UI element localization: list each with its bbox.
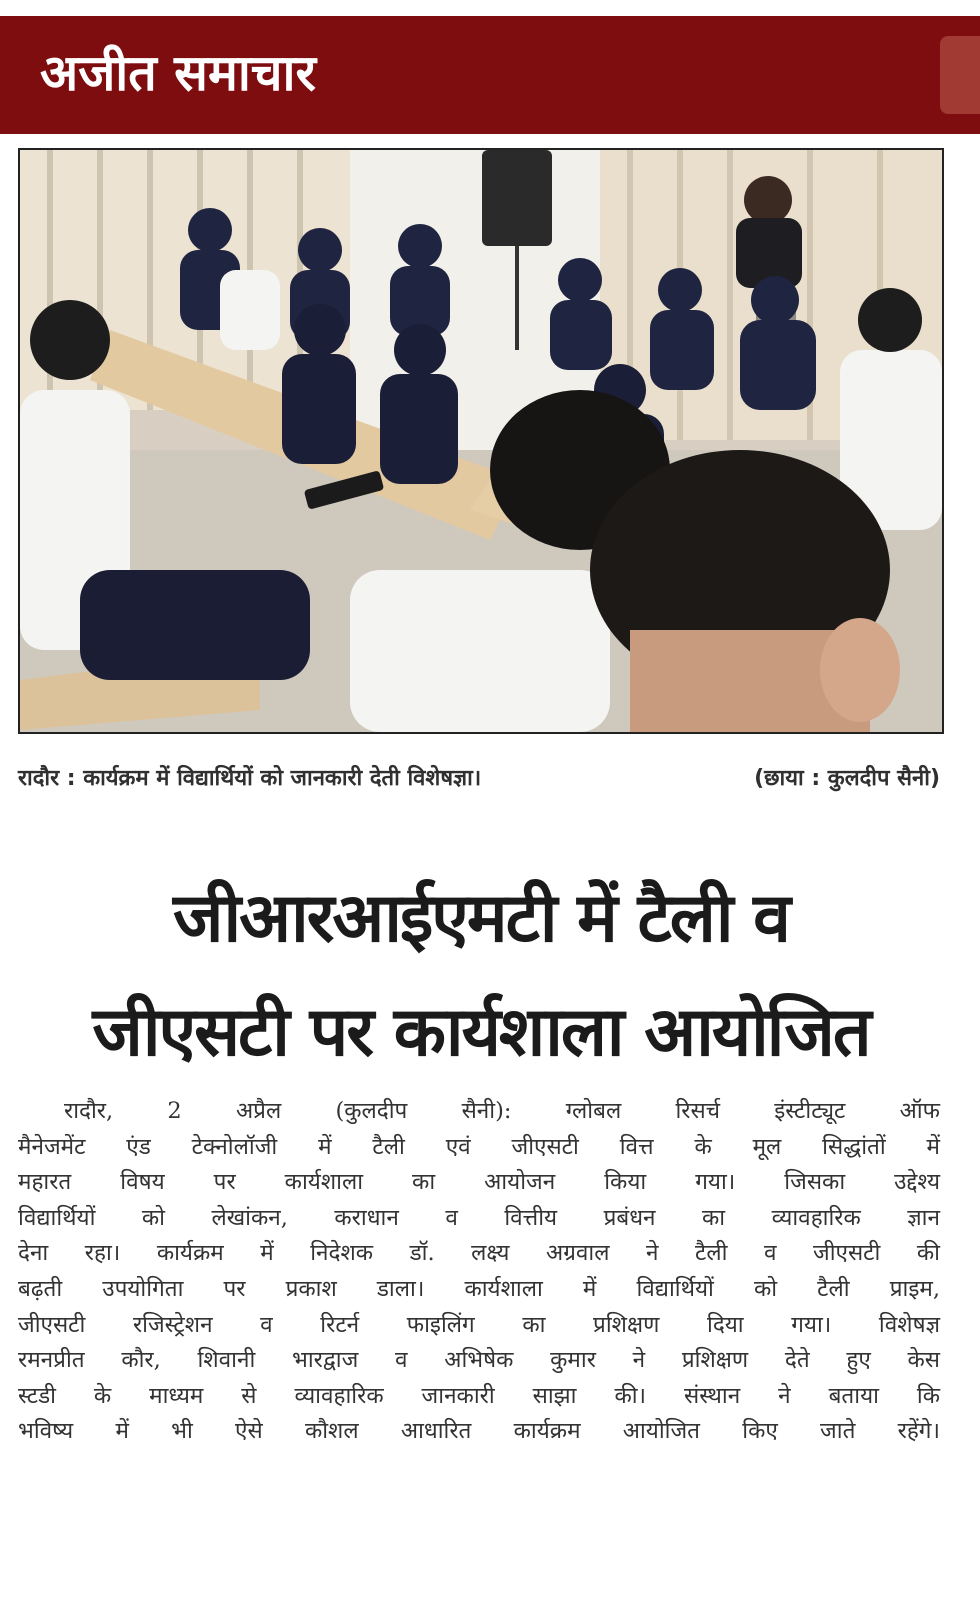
classroom-photo-illustration [20,150,942,732]
caption-text: रादौर : कार्यक्रम में विद्यार्थियों को जानकारी देती विशेषज्ञा। [18,766,482,791]
headline-line-2: जीएसटी पर कार्यशाला आयोजित [92,993,870,1072]
article-line: महारत विषय पर कार्यशाला का आयोजन किया गया। जिसका उद्देश्य [18,1169,940,1196]
article-line: जीएसटी रजिस्ट्रेशन व रिटर्न फाइलिंग का प्रशिक्षण दिया गया। विशेषज्ञ [18,1311,940,1338]
news-photo [18,148,944,734]
masthead-banner [0,16,980,134]
article-line: स्टडी के माध्यम से व्यावहारिक जानकारी साझा की। संस्थान ने बताया कि [18,1382,940,1409]
article-line: रमनप्रीत कौर, शिवानी भारद्वाज व अभिषेक कुमार ने प्रशिक्षण देते हुए केस [18,1347,940,1374]
article-line: देना रहा। कार्यक्रम में निदेशक डॉ. लक्ष्य अग्रवाल ने टैली व जीएसटी की [18,1240,940,1267]
article-line: भविष्य में भी ऐसे कौशल आधारित कार्यक्रम आयोजित किए जाते रहेंगे। [18,1418,940,1445]
article-line: बढ़ती उपयोगिता पर प्रकाश डाला। कार्यशाला में विद्यार्थियों को टैली प्राइम, [18,1275,940,1302]
newspaper-title: अजीत समाचार [40,44,316,102]
article-headline [16,862,946,1090]
headline-line-1: जीआरआईएमटी में टैली व [173,879,789,958]
article-body [18,1094,940,1450]
caption-credit: (छाया : कुलदीप सैनी) [754,766,940,791]
article-line: विद्यार्थियों को लेखांकन, कराधान व वित्तीय प्रबंधन का व्यावहारिक ज्ञान [18,1204,940,1231]
article-line: रादौर, 2 अप्रैल (कुलदीप सैनी): ग्लोबल रिसर्च इंस्टीट्यूट ऑफ [64,1098,940,1124]
masthead-edge-tab [940,36,980,114]
article-line: मैनेजमेंट एंड टेक्नोलॉजी में टैली एवं जीएसटी वित्त के मूल सिद्धांतों में [18,1133,940,1160]
photo-caption [18,762,940,796]
